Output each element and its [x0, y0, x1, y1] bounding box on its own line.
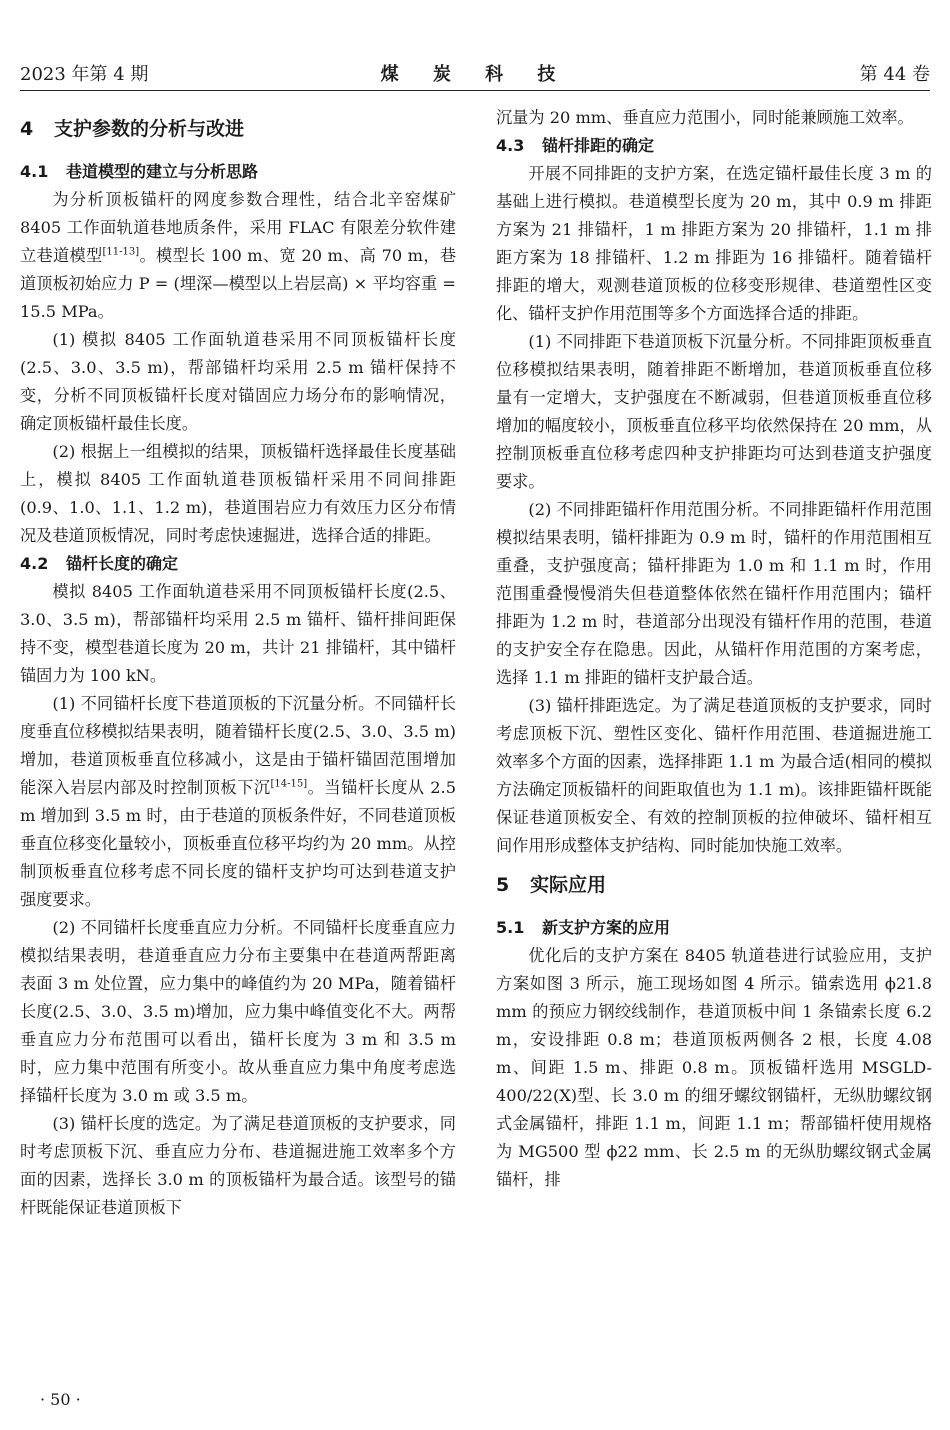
section-number: 5 — [496, 874, 510, 896]
volume-label: 第 44 卷 — [859, 64, 930, 85]
subsection-5-1-heading — [496, 914, 932, 942]
paragraph: (2) 不同锚杆长度垂直应力分析。不同锚杆长度垂直应力模拟结果表明，巷道垂直应力分布主要集中在巷道两帮距离表面 3 m 处位置，应力集中的峰值约为 20 MPa，随着锚杆长度(2.5、3.0、3.5 m)增加，应力集中峰值变化不大。两帮垂直应力分布范围可以看出，锚杆长度为 3 m 和 3.5 m 时，应力集中范围有所变小。故从垂直应力集中角度考虑选择锚杆长度为 3.0 m 或 3.5 m。 — [20, 918, 456, 1105]
paragraph: (1) 模拟 8405 工作面轨道巷采用不同顶板锚杆长度(2.5、3.0、3.5 m)，帮部锚杆均采用 2.5 m 锚杆保持不变，分析不同顶板锚杆长度对锚固应力场分布的影响情况，确定顶板锚杆最佳长度。 — [20, 330, 456, 433]
page-number: · 50 · — [40, 1390, 81, 1409]
citation: [11-13] — [102, 246, 140, 258]
header-rule — [20, 90, 930, 91]
subsection-number: 4.2 — [20, 554, 49, 573]
paragraph: (1) 不同锚杆长度下巷道顶板的下沉量分析。不同锚杆长度垂直位移模拟结果表明，随着锚杆长度(2.5、3.0、3.5 m)增加，巷道顶板垂直位移减小，这是由于锚杆锚固范围增加能深入岩层内部及时控制顶板下沉[14-15]。当锚杆长度从 2.5 m 增加到 3.5 m 时，由于巷道的顶板条件好，不同巷道顶板垂直位移变化量较小，顶板垂直位移平均约为 20 mm。从控制顶板垂直位移考虑不同长度的锚杆支护均可达到巷道支护强度要求。 — [20, 694, 457, 909]
paragraph: 为分析顶板锚杆的网度参数合理性，结合北辛窑煤矿 8405 工作面轨道巷地质条件，采用 FLAC 有限差分软件建立巷道模型[11-13]。模型长 100 m、宽 20 m、高 70 m，巷道顶板初始应力 P = (埋深—模型以上岩层高) × 平均容重 = 15.5 MPa。 — [20, 190, 457, 321]
subsection-number: 4.1 — [20, 162, 49, 181]
subsection-title: 锚杆长度的确定 — [66, 554, 179, 573]
subsection-title: 新支护方案的应用 — [542, 918, 671, 937]
paragraph: (1) 不同排距下巷道顶板下沉量分析。不同排距顶板垂直位移模拟结果表明，随着排距不断增加，巷道顶板垂直位移量有一定增大，支护强度在不断减弱，但巷道顶板垂直位移增加的幅度较小，顶板垂直位移平均依然保持在 20 mm，从控制顶板垂直位移考虑四种支护排距均可达到巷道支护强度要求。 — [496, 332, 932, 491]
paragraph: 优化后的支护方案在 8405 轨道巷进行试验应用，支护方案如图 3 所示，施工现场如图 4 所示。锚索选用 ϕ21.8 mm 的预应力钢绞线制作，巷道顶板中间 1 条锚索长度 6.2 m，安设排距 0.8 m；巷道顶板两侧各 2 根，长度 4.08 m、间距 1.5 m、排距 0.8 m。顶板锚杆选用 MSGLD-400/22(X)型、长 3.0 m 的细牙螺纹钢锚杆，无纵肋螺纹钢式金属锚杆，排距 1.1 m，间距 1.1 m；帮部锚杆使用规格为 MG500 型 ϕ22 mm、长 2.5 m 的无纵肋螺纹钢式金属锚杆，排 — [496, 946, 932, 1189]
subsection-4-3-heading — [496, 132, 932, 160]
left-column — [20, 104, 456, 1222]
paragraph: 模拟 8405 工作面轨道巷采用不同顶板锚杆长度(2.5、3.0、3.5 m)，帮部锚杆均采用 2.5 m 锚杆、锚杆排间距保持不变，模型巷道长度为 20 m，共计 21 排锚杆，其中锚杆锚固力为 100 kN。 — [20, 582, 456, 685]
citation: [14-15] — [270, 778, 308, 790]
journal-title: 煤 炭 科 技 — [380, 64, 570, 85]
paragraph: 开展不同排距的支护方案，在选定锚杆最佳长度 3 m 的基础上进行模拟。巷道模型长度为 20 m，其中 0.9 m 排距方案为 21 排锚杆，1 m 排距方案为 20 排锚杆，1.1 m 排距方案为 18 排锚杆、1.2 m 排距为 16 排锚杆。随着锚杆排距的增大，观测巷道顶板的位移变形规律、巷道塑性区变化、锚杆支护作用范围等多个方面选择合适的排距。 — [496, 164, 932, 323]
section-5-heading — [496, 870, 932, 900]
section-title: 实际应用 — [530, 874, 607, 896]
subsection-number: 5.1 — [496, 918, 525, 937]
subsection-4-2-heading — [20, 550, 456, 578]
subsection-title: 巷道模型的建立与分析思路 — [66, 162, 259, 181]
paragraph: (2) 不同排距锚杆作用范围分析。不同排距锚杆作用范围模拟结果表明，锚杆排距为 0.9 m 时，锚杆的作用范围相互重叠，支护强度高；锚杆排距为 1.0 m 和 1.1 m 时，作用范围重叠慢慢消失但巷道整体依然在锚杆作用范围内；锚杆排距为 1.2 m 时，巷道部分出现没有锚杆作用的范围，巷道的支护安全存在隐患。因此，从锚杆作用范围的方案考虑，选择 1.1 m 排距的锚杆支护最合适。 — [496, 500, 932, 687]
right-column — [496, 104, 932, 1194]
paragraph: (2) 根据上一组模拟的结果，顶板锚杆选择最佳长度基础上，模拟 8405 工作面轨道巷顶板锚杆采用不同间排距(0.9、1.0、1.1、1.2 m)，巷道围岩应力有效压力区分布情况及巷道顶板情况，同时考虑快速掘进，选择合适的排距。 — [20, 442, 456, 545]
section-4-heading — [20, 114, 456, 144]
running-header — [20, 60, 930, 88]
paragraph: (3) 锚杆排距选定。为了满足巷道顶板的支护要求，同时考虑顶板下沉、塑性区变化、锚杆作用范围、巷道掘进施工效率多个方面的因素，选择排距 1.1 m 为最合适(相同的模拟方法确定顶板锚杆的间距取值也为 1.1 m)。该排距锚杆既能保证巷道顶板安全、有效的控制顶板的拉伸破坏、锚杆相互间作用形成整体支护结构、同时能加快施工效率。 — [496, 696, 932, 855]
section-number: 4 — [20, 118, 34, 140]
paragraph-continued: 沉量为 20 mm、垂直应力范围小，同时能兼顾施工效率。 — [496, 108, 914, 127]
issue-label: 2023 年第 4 期 — [20, 64, 149, 85]
paragraph: (3) 锚杆长度的选定。为了满足巷道顶板的支护要求，同时考虑顶板下沉、垂直应力分布、巷道掘进施工效率多个方面的因素，选择长 3.0 m 的顶板锚杆为最合适。该型号的锚杆既能保证巷道顶板下 — [20, 1114, 456, 1217]
section-title: 支护参数的分析与改进 — [54, 118, 245, 140]
subsection-4-1-heading — [20, 158, 456, 186]
subsection-title: 锚杆排距的确定 — [542, 136, 655, 155]
subsection-number: 4.3 — [496, 136, 525, 155]
